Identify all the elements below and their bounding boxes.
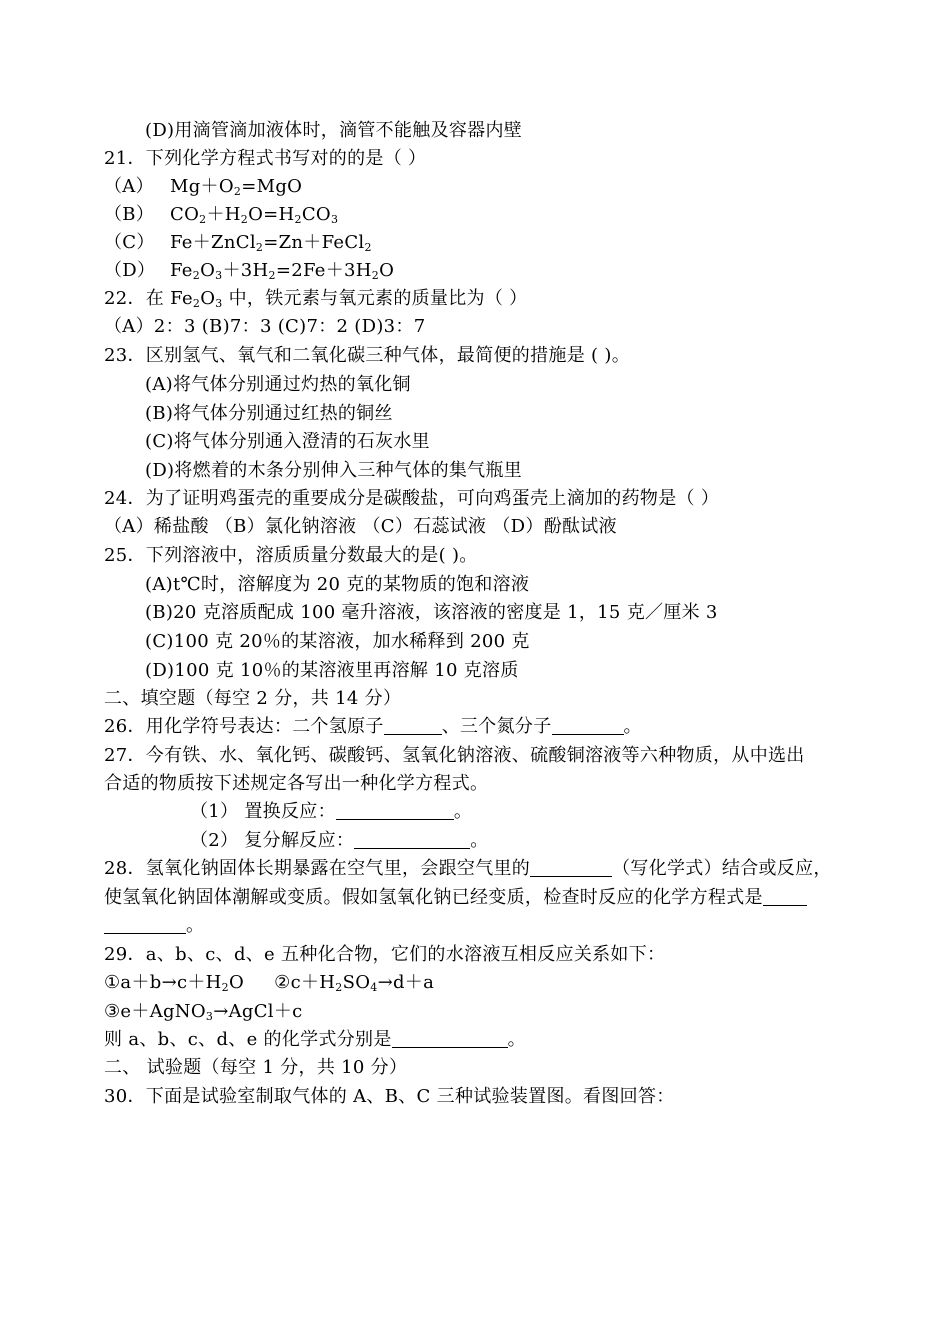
q22-suffix: 中，铁元素与氧元素的质量比为（ ） [228, 288, 528, 309]
answer-blank [336, 801, 454, 820]
q28-text-3: 使氢氧化钠固体潮解或变质。假如氢氧化钠已经变质，检查时反应的化学方程式是 [104, 887, 763, 908]
q24-options: （A）稀盐酸 （B）氯化钠溶液 （C）石蕊试液 （D）酚酞试液 [104, 516, 617, 537]
q23-option-a: (A)将气体分别通过灼热的氧化铜 [145, 374, 411, 395]
option-label: （B） [104, 204, 155, 225]
q26-text-2: 、三个氮分子 [441, 716, 552, 737]
q29-text: 则 a、b、c、d、e 的化学式分别是 [104, 1029, 392, 1050]
q28-stem-line3 [104, 914, 204, 938]
q26-stem [104, 715, 642, 739]
q23-stem: 23．区别氢气、氧气和二氧化碳三种气体，最简便的措施是 ( )。 [104, 345, 630, 366]
option-label: （A） [104, 176, 154, 197]
equation: $Mg+O_2=MgO$ [170, 176, 303, 198]
q28-text-2: （写化学式）结合或反应， [612, 858, 832, 879]
answer-blank [392, 1029, 508, 1048]
q22-stem [104, 287, 527, 311]
q29-stem: 29．a、b、c、d、e 五种化合物，它们的水溶液互相反应关系如下： [104, 944, 666, 965]
q26-text-3: 。 [623, 716, 642, 737]
q27-part1 [190, 800, 472, 824]
equation: $CO_2+H_2O=H_2CO_3$ [170, 204, 339, 226]
q27-part1-end: 。 [453, 801, 473, 822]
q20-option-d: (D)用滴管滴加液体时，滴管不能触及容器内壁 [145, 120, 523, 141]
q29-reactions-2 [104, 1000, 303, 1024]
q29-reactions-1 [104, 971, 434, 995]
option-label: （C） [104, 232, 155, 253]
q28-stem-line1 [104, 857, 832, 881]
q24-stem: 24．为了证明鸡蛋壳的重要成分是碳酸盐，可向鸡蛋壳上滴加的药物是（ ） [104, 488, 720, 509]
q29-end: 。 [507, 1029, 526, 1050]
equation: $Fe_2O_3+3H_2=2Fe+3H_2O$ [170, 260, 395, 282]
q27-stem-line2: 合适的物质按下述规定各写出一种化学方程式。 [104, 773, 489, 794]
q25-option-b: (B)20 克溶质配成 100 毫升溶液，该溶液的密度是 1，15 克／厘米 3 [145, 602, 718, 623]
q22-options: （A）2：3 (B)7：3 (C)7：2 (D)3：7 [104, 316, 426, 337]
q23-option-d: (D)将燃着的木条分别伸入三种气体的集气瓶里 [145, 460, 523, 481]
q27-part2-end: 。 [470, 830, 489, 851]
answer-blank [763, 887, 807, 906]
answer-blank [552, 716, 624, 735]
reaction-3: ③e＋AgNO$_3$→AgCl＋c [104, 1001, 303, 1023]
q27-part1-label: （1） 置换反应： [190, 801, 336, 822]
q21-option-b [104, 203, 338, 227]
q23-option-b: (B)将气体分别通过红热的铜丝 [145, 403, 393, 424]
q22-prefix: 22．在 [104, 288, 165, 309]
answer-blank [384, 716, 442, 735]
q30-stem: 30．下面是试验室制取气体的 A、B、C 三种试验装置图。看图回答： [104, 1086, 675, 1107]
section-experiment-heading: 二、 试验题（每空 1 分，共 10 分） [104, 1057, 408, 1078]
q28-end: 。 [186, 915, 205, 936]
q25-option-d: (D)100 克 10％的某溶液里再溶解 10 克溶质 [145, 660, 519, 681]
answer-blank [530, 858, 612, 877]
q21-option-d [104, 259, 394, 283]
q27-part2 [190, 829, 489, 853]
q21-option-c [104, 231, 372, 255]
q21-option-a [104, 175, 302, 199]
answer-blank [104, 915, 186, 934]
section-fill-in-heading: 二、填空题（每空 2 分，共 14 分） [104, 688, 402, 709]
q27-stem-line1: 27．今有铁、水、氧化钙、碳酸钙、氢氧化钠溶液、硫酸铜溶液等六种物质，从中选出 [104, 745, 805, 766]
q25-option-c: (C)100 克 20％的某溶液，加水稀释到 200 克 [145, 631, 530, 652]
q28-stem-line2 [104, 886, 807, 910]
q29-question [104, 1028, 526, 1052]
q28-text-1: 28．氢氧化钠固体长期暴露在空气里，会跟空气里的 [104, 858, 531, 879]
q21-stem: 21．下列化学方程式书写对的的是（ ） [104, 148, 427, 169]
q27-part2-label: （2） 复分解反应： [190, 830, 355, 851]
q26-text-1: 26．用化学符号表达：二个氢原子 [104, 716, 384, 737]
equation: Fe＋ZnCl$_2$=Zn＋FeCl$_2$ [170, 232, 372, 254]
answer-blank [354, 830, 470, 849]
q25-stem: 25．下列溶液中，溶质质量分数最大的是( )。 [104, 545, 478, 566]
reaction-1: $①a+b\to c+H_2O$ [104, 972, 245, 994]
reaction-2: $②c+H_2SO_4\to d+a$ [274, 972, 435, 994]
q25-option-a: (A)t℃时，溶解度为 20 克的某物质的饱和溶液 [145, 574, 530, 595]
option-label: （D） [104, 260, 156, 281]
q23-option-c: (C)将气体分别通入澄清的石灰水里 [145, 431, 430, 452]
formula: $Fe_2O_3$ [170, 288, 223, 310]
